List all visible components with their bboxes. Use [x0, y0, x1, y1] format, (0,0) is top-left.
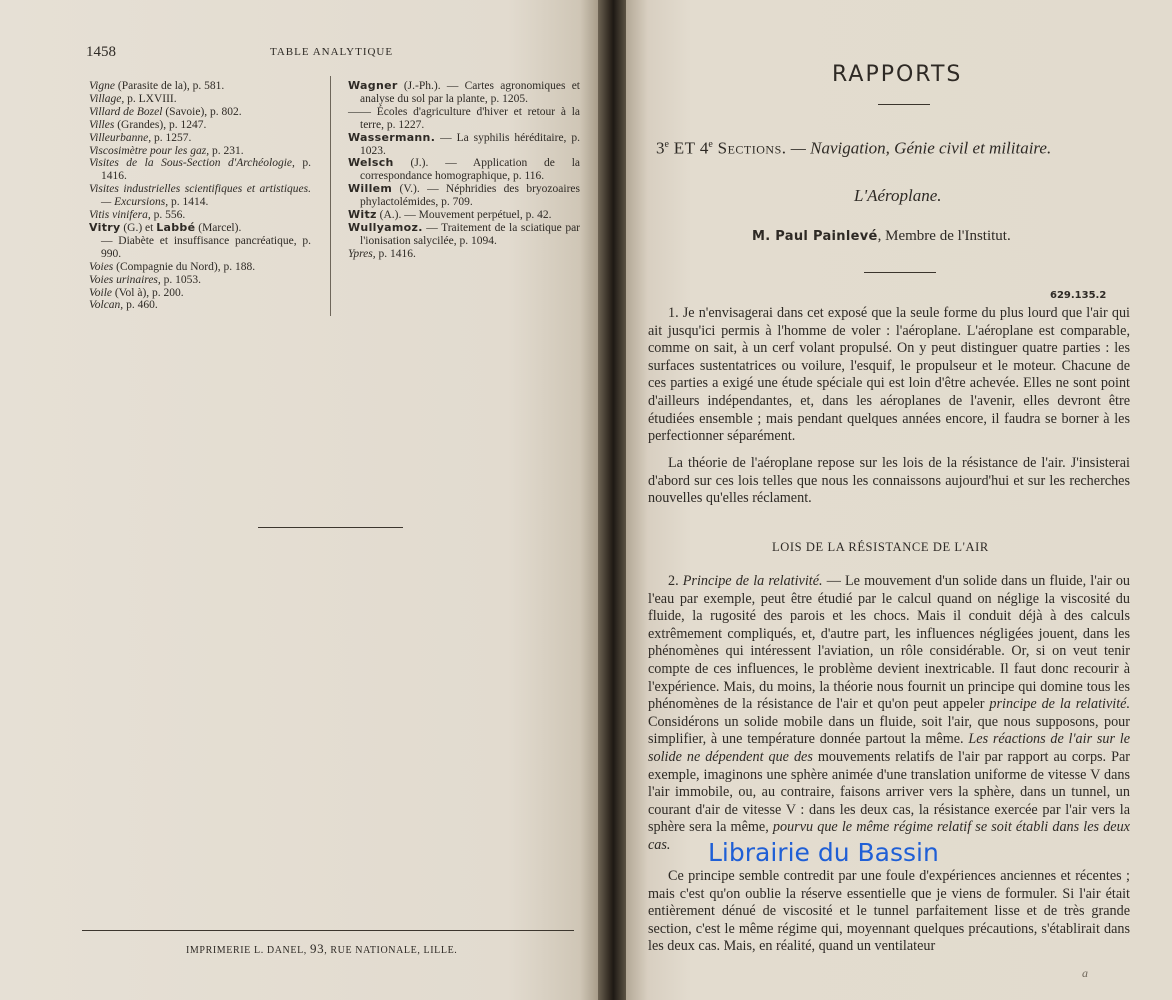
paragraph-4: Ce principe semble contredit par une foule d'expériences anciennes et récentes ; mais c'est qu'on oublie la réserve essentielle que je viens de formuler. Si l'air était entièrement dénué de viscosité et le tunnel parfaitement lisse et de très grande section, c'est le même régime qui, moyennant quelques précautions, s'établirait dans les deux cas. Mais, en réalité, quand un ventilateur — [648, 868, 1130, 955]
index-entry-vitry: Vitry (G.) et Labbé (Marcel). — Diabète et insuffisance pancréatique, p. 990. — [89, 220, 311, 260]
index-entry: Voile (Vol à), p. 200. — [89, 286, 184, 299]
index-entry: Visites de la Sous-Section d'Archéologie, p. 1416. — [89, 157, 311, 183]
watermark: Librairie du Bassin — [708, 838, 939, 867]
page-mark: a — [1082, 966, 1088, 980]
index-entry: Voies urinaires, p. 1053. — [89, 273, 202, 286]
page-number: 1458 — [86, 44, 116, 60]
index-entry: Villard de Bozel (Savoie), p. 802. — [89, 105, 242, 118]
author-rule — [864, 272, 936, 273]
index-entry: Willem (V.). — Néphridies des bryozoaires phylactolémides, p. 709. — [348, 182, 580, 209]
index-entry: Viscosimètre pour les gaz, p. 231. — [89, 144, 244, 157]
book-gutter — [598, 0, 626, 1000]
index-entry: Villes (Grandes), p. 1247. — [89, 118, 207, 131]
index-entry: Village, p. LXVIII. — [89, 92, 177, 105]
right-page — [626, 0, 1172, 1000]
section-heading: LOIS DE LA RÉSISTANCE DE L'AIR — [772, 540, 989, 554]
author-line: M. Paul Painlevé, Membre de l'Institut. — [752, 228, 1011, 244]
index-entry: —— Écoles d'agriculture d'hiver et retour à la terre, p. 1227. — [348, 105, 580, 131]
index-entry: Vigne (Parasite de la), p. 581. — [89, 80, 225, 92]
sections-line: 3e ET 4e Sections. — Navigation, Génie civil et militaire. — [656, 138, 1052, 158]
paragraph-1: 1. Je n'envisagerai dans cet exposé que la seule forme du plus lourd que l'air qui ait jusqu'ici permis à l'homme de voler : l'aéroplane. L'aéroplane est comparable, comme on sait, à un cerf volant propulsé. On y peut distinguer quatre parties : les surfaces sustentatrices ou voilure, l'esquif, le propulseur et le moteur. Chacune de ces parties a exigé une étude spéciale qui est loin d'être achevée. Elles ne sont point d'ailleurs indépendantes, et, dans les aéroplanes de l'avenir, elles devront être étudiées ensemble ; mais pendant quelques années encore, il faudra se borner à les perfectionner séparément. — [648, 305, 1130, 445]
index-entry: Vitis vinifera, p. 556. — [89, 209, 186, 222]
index-entry: Voies (Compagnie du Nord), p. 188. — [89, 260, 256, 273]
index-entry: Ypres, p. 1416. — [348, 247, 416, 260]
index-entry: Visites industrielles scientifiques et artistiques. — Excursions, p. 1414. — [89, 183, 311, 209]
index-column-v — [89, 80, 311, 312]
paragraph-2: La théorie de l'aéroplane repose sur les lois de la résistance de l'air. J'insisterai d'abord sur ces lois telles que nous les connaissons aujourd'hui et sur les recherches nouvelles qu'elles réclament. — [648, 455, 1130, 507]
index-entry: Volcan, p. 460. — [89, 299, 158, 312]
end-rule — [258, 527, 403, 528]
index-entry: Wassermann. — La syphilis héréditaire, p. 1023. — [348, 130, 580, 157]
imprint-line: IMPRIMERIE L. DANEL, 93, RUE NATIONALE, LILLE. — [186, 941, 458, 956]
heading-rule — [878, 104, 930, 105]
index-entry: Welsch (J.). — Application de la correspondance homographique, p. 116. — [348, 156, 580, 183]
running-head — [86, 44, 566, 61]
column-divider — [330, 76, 331, 316]
running-head-title: TABLE ANALYTIQUE — [270, 46, 394, 58]
index-entry: Witz (A.). — Mouvement perpétuel, p. 42. — [348, 208, 552, 222]
index-column-w — [348, 80, 580, 261]
index-entry: Wagner (J.-Ph.). — Cartes agronomiques et analyse du sol par la plante, p. 1205. — [348, 79, 580, 105]
report-heading: RAPPORTS — [832, 62, 963, 87]
classification-number: 629.135.2 — [1050, 290, 1107, 301]
index-entry: Villeurbanne, p. 1257. — [89, 131, 192, 144]
index-entry: Wullyamoz. — Traitement de la sciatique par l'ionisation salycilée, p. 1094. — [348, 220, 580, 247]
footer-rule — [82, 930, 574, 931]
subject-title: L'Aéroplane. — [854, 186, 942, 205]
paragraph-3: 2. Principe de la relativité. — Le mouvement d'un solide dans un fluide, l'air ou l'eau par exemple, peut être étudié par le calcul quand on néglige la viscosité du fluide, la rugosité des parois et les chocs. Mais il conduit déjà à des calculs extrêmement compliqués, et, d'autre part, les influences négligées jouent, dans les phénomènes qui intéressent l'aviation, un rôle considérable. Or, si on veut tenir compte de ces influences, le problème devient inextricable. Il faut donc recourir à l'expérience. Mais, du moins, la théorie nous fournit un principe qui domine tous les phénomènes de la résistance de l'air et qu'on peut appeler principe de la relativité. Considérons un solide mobile dans un fluide, soit l'air, que nous supposons, pour simplifier, à une température donnée partout la même. Les réactions de l'air sur le solide ne dépendent que des mouvements relatifs de l'air par rapport au corps. Par exemple, imaginons une sphère animée d'une translation uniforme de vitesse V dans l'air immobile, ou, au contraire, faisons arriver vers la sphère, dans un tunnel, un courant d'air de vitesse V : dans les deux cas, la résistance exercée par l'air vers la sphère sera la même, pourvu que le même régime relatif se soit établi dans les deux cas. — [648, 573, 1131, 853]
